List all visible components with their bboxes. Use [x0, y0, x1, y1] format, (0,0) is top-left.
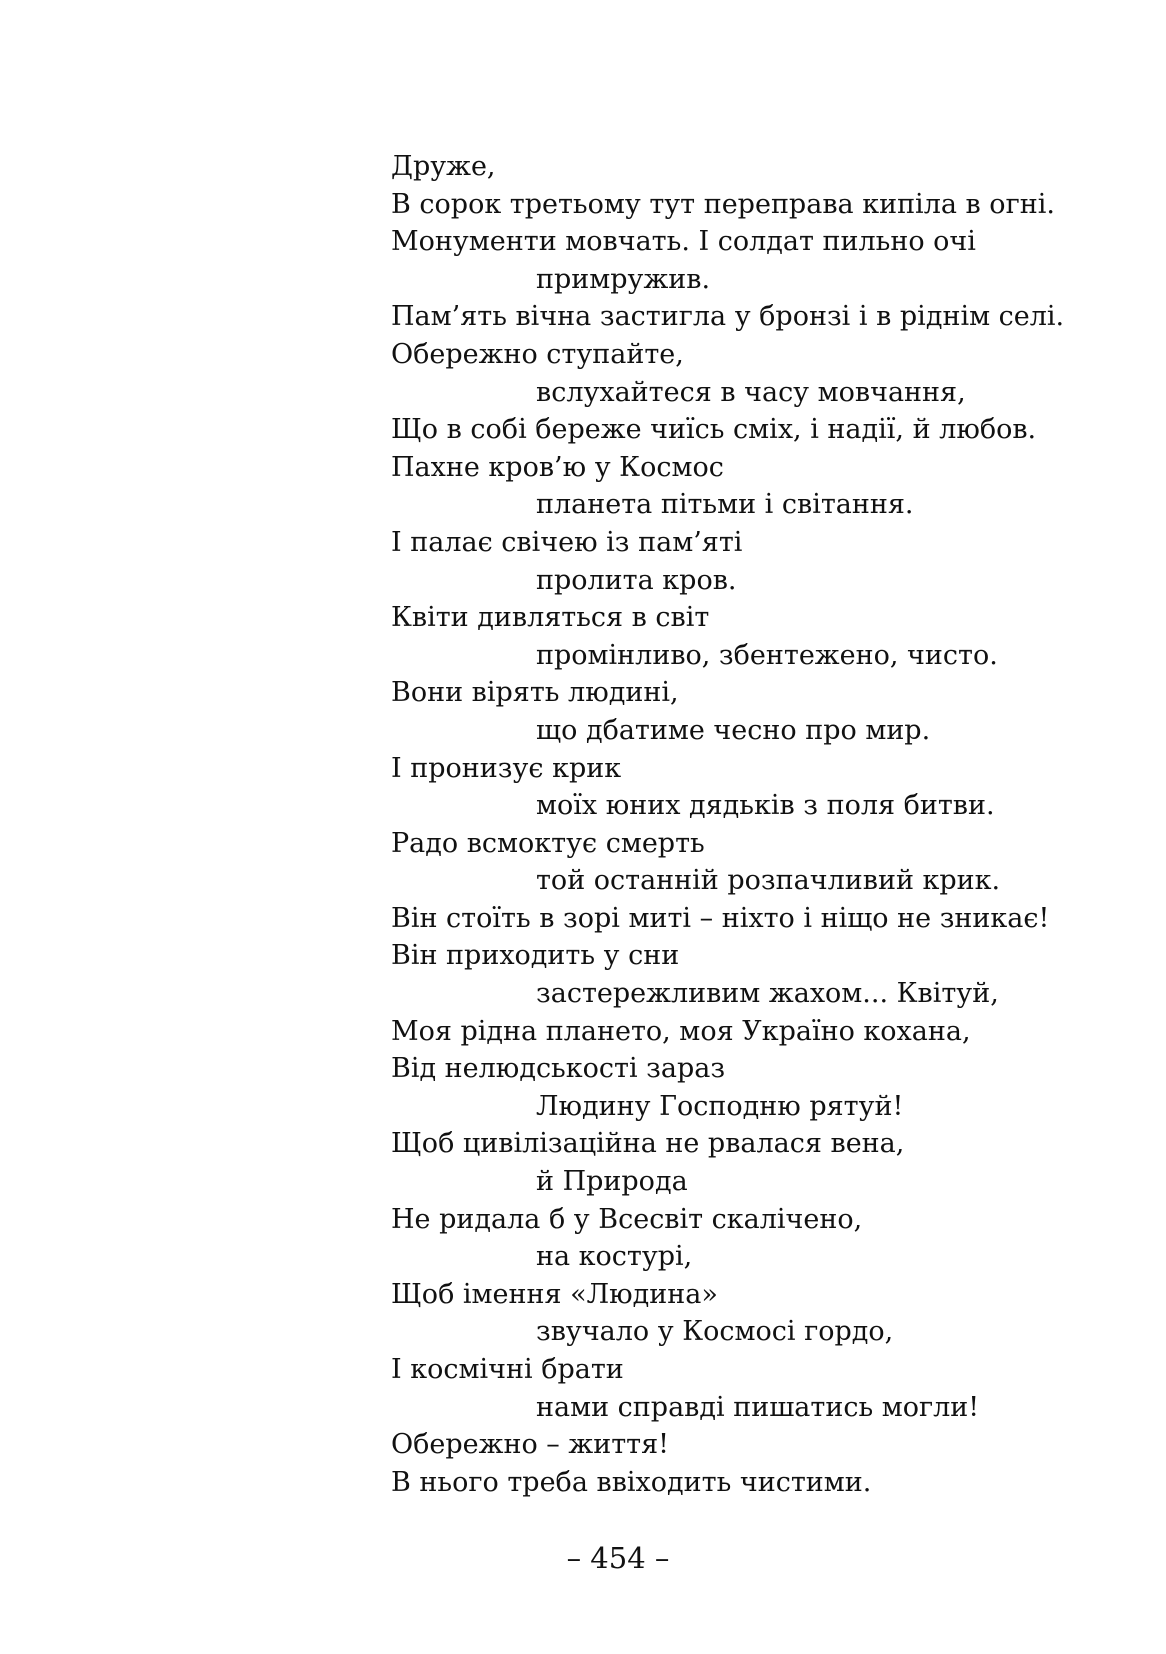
poem-line: Він стоїть в зорі миті – ніхто і ніщо не зникає!: [391, 902, 1050, 934]
poem: [391, 148, 1064, 1501]
poem-line-continuation: вслухайтеся в часу мовчання,: [536, 376, 966, 408]
poem-line: В сорок третьому тут переправа кипіла в огні.: [391, 188, 1055, 220]
poem-line-continuation: звучало у Космосі гордо,: [536, 1316, 894, 1348]
poem-line: Друже,: [391, 151, 496, 182]
poem-line: Не ридала б у Всесвіт скалічено,: [391, 1203, 863, 1235]
poem-line-continuation: нами справді пишатись могли!: [536, 1391, 980, 1423]
poem-line: Від нелюдськості зараз: [391, 1053, 726, 1085]
poem-line-continuation: Людину Господню рятуй!: [536, 1090, 904, 1122]
page-number: – 454 –: [566, 1541, 670, 1575]
poem-line: І космічні брати: [391, 1354, 624, 1385]
poem-line: Що в собі береже чиїсь сміх, і надії, й любов.: [391, 414, 1037, 446]
poem-line: Вони вірять людині,: [391, 677, 679, 709]
poem-line: Щоб цивілізаційна не рвалася вена,: [391, 1128, 905, 1160]
poem-line: І палає свічею із пам’яті: [391, 526, 743, 558]
poem-line: Радо всмоктує смерть: [391, 827, 705, 859]
poem-line-continuation: примружив.: [536, 263, 711, 295]
poem-line: Пахне кров’ю у Космос: [391, 451, 724, 483]
poem-line: Обережно – життя!: [391, 1429, 669, 1461]
poem-line: І пронизує крик: [391, 752, 622, 784]
poem-line: Квіти дивляться в світ: [391, 602, 710, 634]
poem-line-continuation: на костурі,: [536, 1241, 693, 1273]
poem-line: В нього треба ввіходить чистими.: [391, 1466, 872, 1498]
poem-line: Пам’ять вічна застигла у бронзі і в ріднім селі.: [391, 301, 1065, 333]
poem-line-continuation: моїх юних дядьків з поля битви.: [536, 790, 995, 822]
poem-line-continuation: промінливо, збентежено, чисто.: [536, 639, 998, 671]
poem-line-continuation: й Природа: [536, 1166, 688, 1198]
poem-line: Обережно ступайте,: [391, 338, 684, 370]
poem-line: Моя рідна плането, моя Україно кохана,: [391, 1015, 971, 1047]
poem-line-continuation: застережливим жахом... Квітуй,: [536, 978, 999, 1010]
poem-line-continuation: той останній розпачливий крик.: [536, 865, 1001, 897]
poem-line: Він приходить у сни: [391, 940, 680, 972]
poem-line-continuation: пролита кров.: [536, 564, 737, 596]
poem-line: Щоб імення «Людина»: [391, 1278, 718, 1310]
poem-line-continuation: планета пітьми і світання.: [536, 489, 914, 521]
poem-line-continuation: що дбатиме чесно про мир.: [536, 714, 931, 746]
poem-line: Монументи мовчать. І солдат пильно очі: [391, 226, 976, 258]
